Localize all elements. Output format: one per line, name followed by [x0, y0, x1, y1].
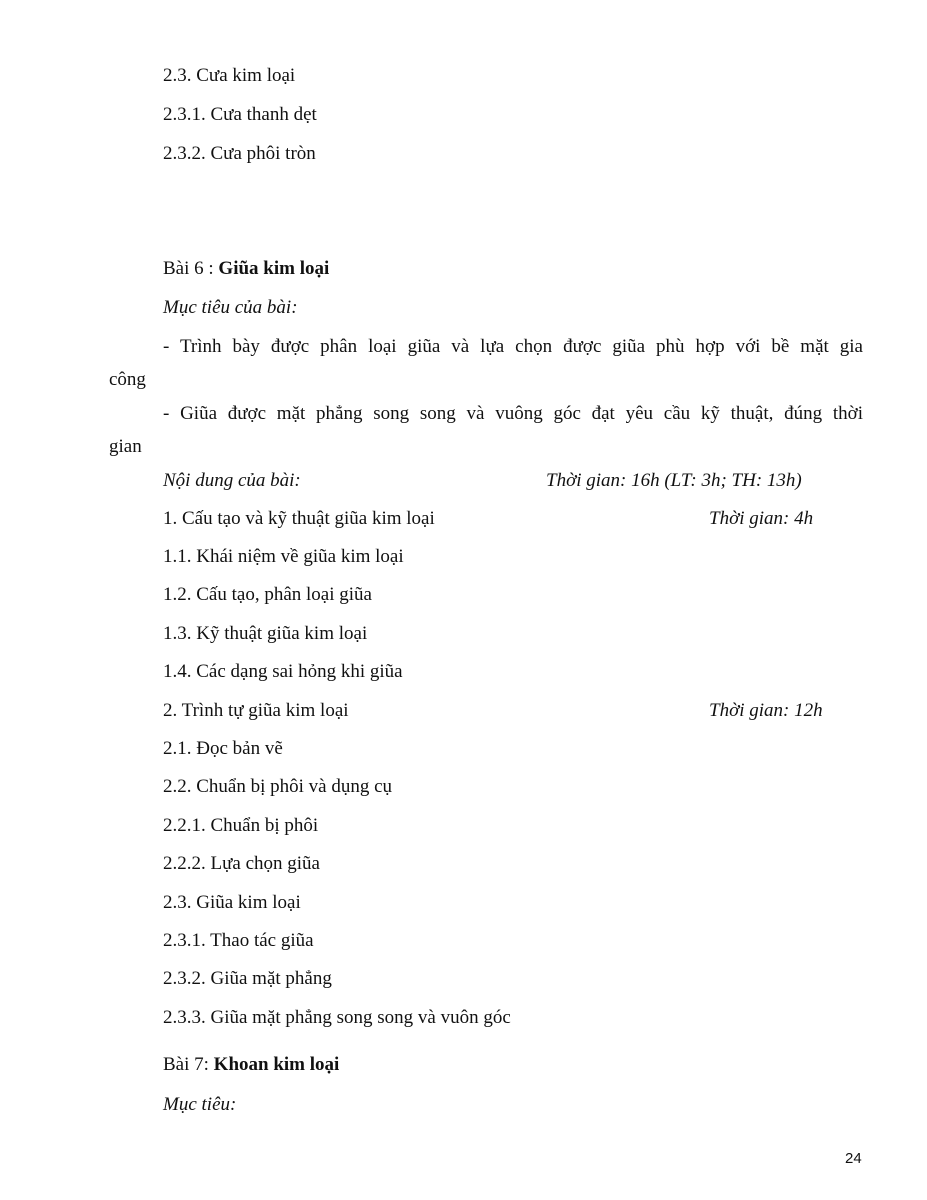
- content-label: Nội dung của bài:: [163, 470, 301, 491]
- section-item: 2.2.1. Chuẩn bị phôi: [163, 815, 319, 836]
- objectives-label: Mục tiêu của bài:: [163, 297, 298, 318]
- section-item: 2.1. Đọc bản vẽ: [163, 738, 283, 759]
- objective-1-line2: công: [109, 369, 146, 390]
- objectives-label: Mục tiêu:: [163, 1094, 237, 1115]
- toc-item: 2.3.1. Cưa thanh dẹt: [163, 104, 317, 125]
- section-item: 2.2.2. Lựa chọn giũa: [163, 853, 320, 874]
- section-time: Thời gian: 4h: [709, 508, 814, 529]
- objective-1: [109, 330, 863, 396]
- section-item: 1.4. Các dạng sai hỏng khi giũa: [163, 661, 403, 682]
- section-item: 2.3.3. Giũa mặt phẳng song song và vuôn góc: [163, 1007, 511, 1028]
- section-item: 2.3.1. Thao tác giũa: [163, 930, 314, 951]
- page-number: 24: [845, 1150, 862, 1167]
- section-title: 2. Trình tự giũa kim loại: [163, 700, 349, 721]
- toc-item: 2.3.2. Cưa phôi tròn: [163, 143, 316, 164]
- objective-1-line1: - Trình bày được phân loại giũa và lựa chọn được giũa phù hợp với bề mặt gia: [163, 336, 863, 357]
- objective-2-line1: - Giũa được mặt phẳng song song và vuông góc đạt yêu cầu kỹ thuật, đúng thời: [163, 403, 863, 424]
- lesson6-title: Giũa kim loại: [218, 258, 330, 279]
- section-item: 1.2. Cấu tạo, phân loại giũa: [163, 584, 372, 605]
- lesson7-prefix: Bài 7:: [163, 1054, 214, 1075]
- section-item: 2.2. Chuẩn bị phôi và dụng cụ: [163, 776, 393, 797]
- lesson7-title: Khoan kim loại: [213, 1054, 340, 1075]
- objective-2: [109, 397, 863, 463]
- section-item: 1.1. Khái niệm về giũa kim loại: [163, 546, 404, 567]
- section-item: 2.3. Giũa kim loại: [163, 892, 301, 913]
- section-title: 1. Cấu tạo và kỹ thuật giũa kim loại: [163, 508, 435, 529]
- section-item: 2.3.2. Giũa mặt phẳng: [163, 968, 332, 989]
- section-time: Thời gian: 12h: [709, 700, 823, 721]
- section-item: 1.3. Kỹ thuật giũa kim loại: [163, 623, 368, 644]
- lesson7-heading: [163, 1053, 339, 1077]
- lesson6-prefix: Bài 6 :: [163, 258, 219, 279]
- content-time: Thời gian: 16h (LT: 3h; TH: 13h): [546, 470, 802, 491]
- toc-item: 2.3. Cưa kim loại: [163, 65, 296, 86]
- lesson6-heading: [163, 257, 329, 281]
- objective-2-line2: gian: [109, 436, 142, 457]
